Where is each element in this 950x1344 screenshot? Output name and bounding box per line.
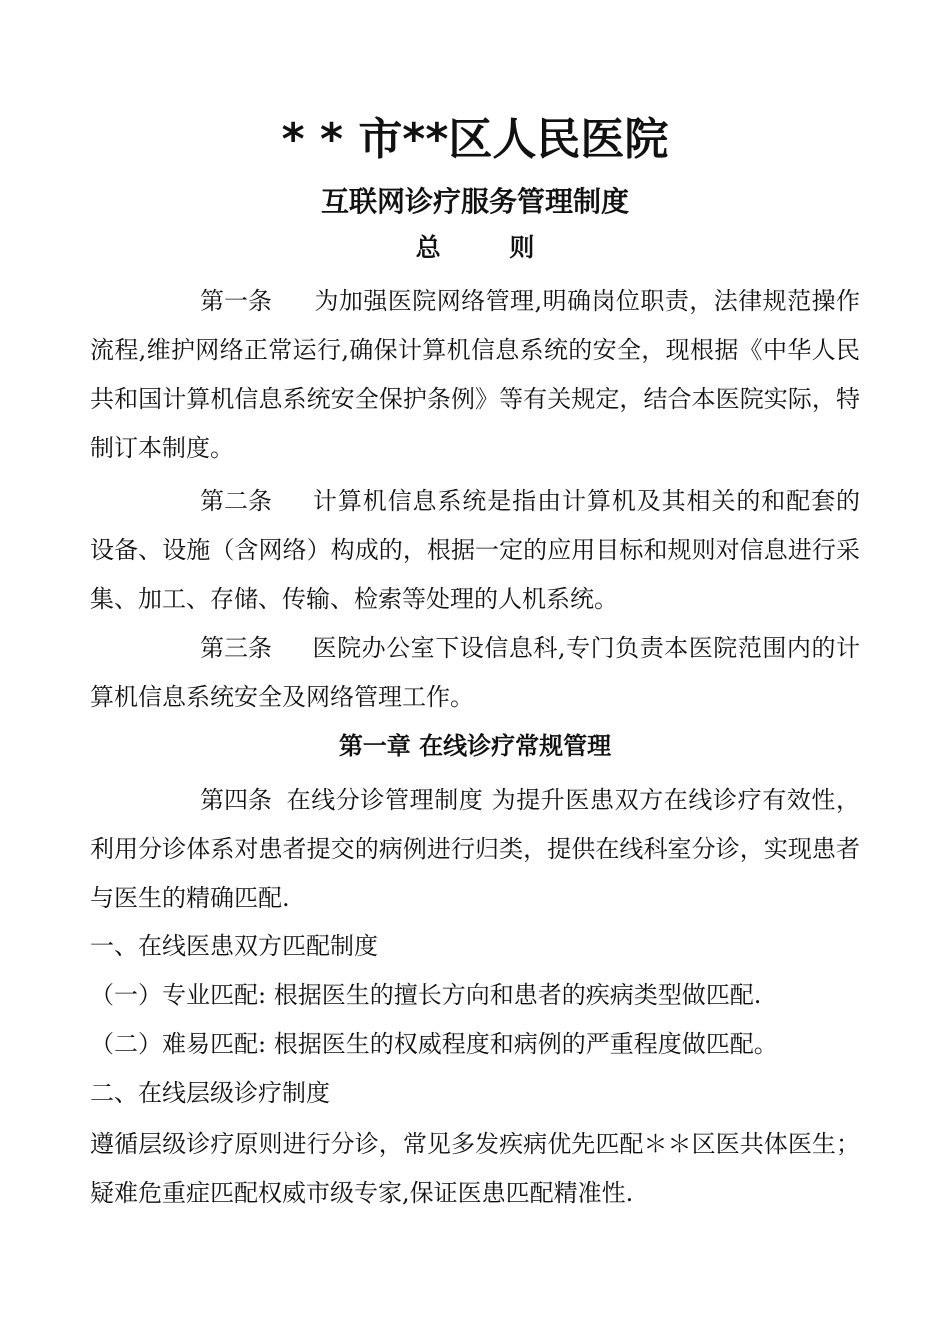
article-2-text: 计算机信息系统是指由计算机及其相关的和配套的设备、设施（含网络）构成的，根据一定的应用目标和规则对信息进行采集、加工、存储、传输、检索等处理的人机系统。 [90,487,860,613]
section-general-heading: 总 则 [415,233,565,262]
article-4-label: 第四条 [200,786,272,814]
article-1 [90,277,860,473]
article-1-label: 第一条 [200,287,272,315]
item-1-sub-2: （二）难易匹配: 根据医生的权威程度和病例的严重程度做匹配。 [90,1030,778,1058]
article-3 [90,624,860,722]
item-2-heading: 二、在线层级诊疗制度 [90,1079,330,1107]
article-2 [90,477,860,624]
article-2-label: 第二条 [200,487,272,515]
item-1-sub-1: （一）专业匹配: 根据医生的擅长方向和患者的疾病类型做匹配. [90,981,762,1009]
document-title: * * 市**区人民医院 [281,114,669,165]
article-4-text: 在线分诊管理制度 为提升医患双方在线诊疗有效性，利用分诊体系对患者提交的病例进行归类，提供在线科室分诊，实现患者与医生的精确匹配. [90,786,860,912]
article-4 [90,776,860,923]
article-3-label: 第三条 [200,634,272,662]
article-1-text: 为加强医院网络管理,明确岗位职责，法律规范操作流程,维护网络正常运行,确保计算机信息系统的安全，现根据《中华人民共和国计算机信息系统安全保护条例》等有关规定，结合本医院实际，特制订本制度。 [90,287,860,462]
item-1-heading: 一、在线医患双方匹配制度 [90,932,378,960]
item-2-text: 遵循层级诊疗原则进行分诊，常见多发疾病优先匹配＊＊区医共体医生；疑难危重症匹配权威市级专家,保证医患匹配精准性. [90,1130,860,1207]
document-subtitle: 互联网诊疗服务管理制度 [320,185,629,218]
article-3-text: 医院办公室下设信息科,专门负责本医院范围内的计算机信息系统安全及网络管理工作。 [90,634,860,711]
chapter-1-heading: 第一章 在线诊疗常规管理 [338,732,612,760]
